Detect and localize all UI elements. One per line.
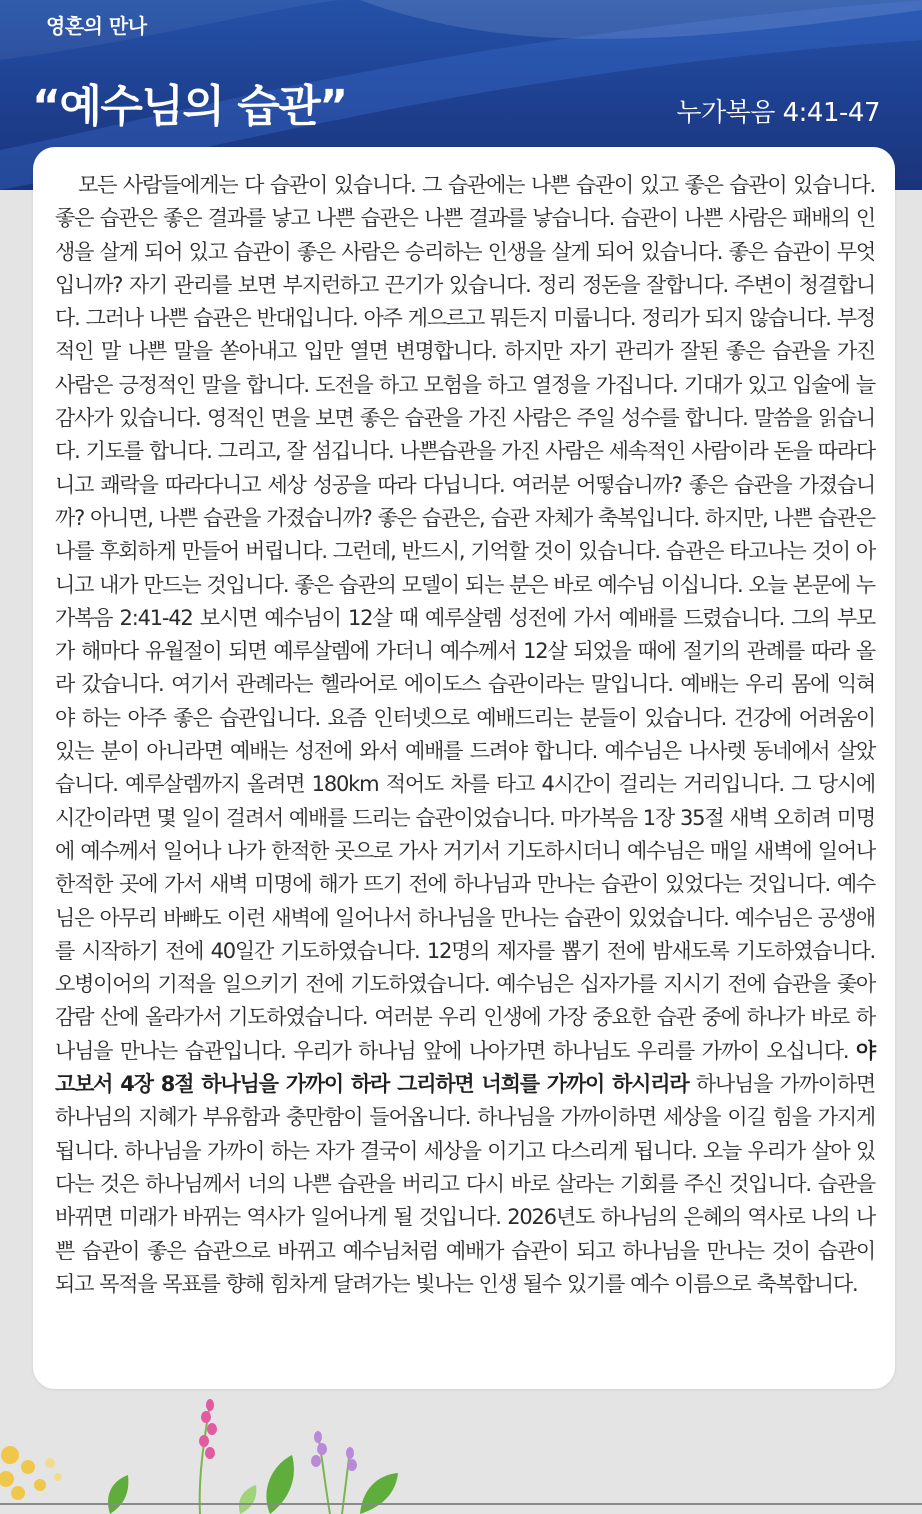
sermon-highlight-verse: 야고보서 4장 8절 하나님을 가까이 하라 그리하면 너희를 가까이 하시리라 [55, 1038, 875, 1097]
scripture-reference: 누가복음 4:41-47 [676, 98, 880, 128]
sermon-text-part2: 하나님을 가까이하면 하나님의 지혜가 부유함과 충만함이 들어옵니다. 하나님을 가까이하면 세상을 이길 힘을 가지게 됩니다. 하나님을 가까이 하는 자가 결국이 세상을 이기고 다스리게 됩니다. 오늘 우리가 살아 있다는 것은 하나님께서 너의 나쁜 습관을 버리고 다시 바로 살라는 기회를 주신 것입니다. 습관을 바뀌면 미래가 바뀌는 역사가 일어나게 될 것입니다. 2026년도 하나님의 은혜의 역사로 나의 나쁜 습관이 좋은 습관으로 바뀌고 예수님처럼 예배가 습관이 되고 하나님을 만나는 것이 습관이 되고 목적을 목표를 향해 힘차게 달려가는 빛나는 인생 될수 있기를 예수 이름으로 축복합니다. [55, 1072, 875, 1296]
sermon-body [55, 169, 875, 1301]
page-title: “예수님의 습관” [32, 81, 347, 132]
sermon-text-part1: 모든 사람들에게는 다 습관이 있습니다. 그 습관에는 나쁜 습관이 있고 좋은 습관이 있습니다. 좋은 습관은 좋은 결과를 낳고 나쁜 습관은 나쁜 결과를 낳습니다. 습관이 나쁜 사람은 패배의 인생을 살게 되어 있고 습관이 좋은 사람은 승리하는 인생을 살게 되어 있습니다. 좋은 습관이 무엇입니까? 자기 관리를 보면 부지런하고 끈기가 있습니다. 정리 정돈을 잘합니다. 주변이 청결합니다. 그러나 나쁜 습관은 반대입니다. 아주 게으르고 뭐든지 미룹니다. 정리가 되지 않습니다. 부정적인 말 나쁜 말을 쏟아내고 입만 열면 변명합니다. 하지만 자기 관리가 잘된 좋은 습관을 가진 사람은 긍정적인 말을 합니다. 도전을 하고 모험을 하고 열정을 가집니다. 기대가 있고 입술에 늘 감사가 있습니다. 영적인 면을 보면 좋은 습관을 가진 사람은 주일 성수를 합니다. 말씀을 읽습니다. 기도를 합니다. 그리고, 잘 섬깁니다. 나쁜습관을 가진 사람은 세속적인 사람이라 돈을 따라다니고 쾌락을 따라다니고 세상 성공을 따라 다닙니다. 여러분 어떻습니까? 좋은 습관을 가졌습니까? 아니면, 나쁜 습관을 가졌습니까? 좋은 습관은, 습관 자체가 축복입니다. 하지만, 나쁜 습관은 나를 후회하게 만들어 버립니다. 그런데, 반드시, 기억할 것이 있습니다. 습관은 타고나는 것이 아니고 내가 만드는 것입니다. 좋은 습관의 모델이 되는 분은 바로 예수님 이십니다. 오늘 본문에 누가복음 2:41-42 보시면 예수님이 12살 때 예루살렘 성전에 가서 예배를 드렸습니다. 그의 부모가 해마다 유월절이 되면 예루살렘에 가더니 예수께서 12살 되었을 때에 절기의 관례를 따라 올라 갔습니다. 여기서 관례라는 헬라어로 에이도스 습관이라는 말입니다. 예배는 우리 몸에 익혀야 하는 아주 좋은 습관입니다. 요즘 인터넷으로 예배드리는 분들이 있습니다. 건강에 어려움이 있는 분이 아니라면 예배는 성전에 와서 예배를 드려야 합니다. 예수님은 나사렛 동네에서 살았습니다. 예루살렘까지 올려면 180km 적어도 차를 타고 4시간이 걸리는 거리입니다. 그 당시에 시간이라면 몇 일이 걸려서 예배를 드리는 습관이었습니다. 마가복음 1장 35절 새벽 오히려 미명에 예수께서 일어나 나가 한적한 곳으로 가사 거기서 기도하시더니 예수님은 매일 새벽에 일어나 한적한 곳에 가서 새벽 미명에 해가 뜨기 전에 하나님과 만나는 습관이 있었다는 것입니다. 예수님은 아무리 바빠도 이런 새벽에 일어나서 하나님을 만나는 습관이 있었습니다. 예수님은 공생애를 시작하기 전에 40일간 기도하였습니다. 12명의 제자를 뽑기 전에 밤새도록 기도하였습니다. 오병이어의 기적을 일으키기 전에 기도하였습니다. 예수님은 십자가를 지시기 전에 습관을 좇아 감람 산에 올라가서 기도하였습니다. 여러분 우리 인생에 가장 중요한 습관 중에 하나가 바로 하나님을 만나는 습관입니다. 우리가 하나님 앞에 나아가면 하나님도 우리를 가까이 오십니다. [55, 173, 875, 1063]
sermon-card [33, 147, 895, 1389]
flower-decoration-illustration [0, 1395, 922, 1514]
section-label: 영혼의 만나 [46, 14, 147, 38]
bottom-divider [0, 1503, 922, 1505]
